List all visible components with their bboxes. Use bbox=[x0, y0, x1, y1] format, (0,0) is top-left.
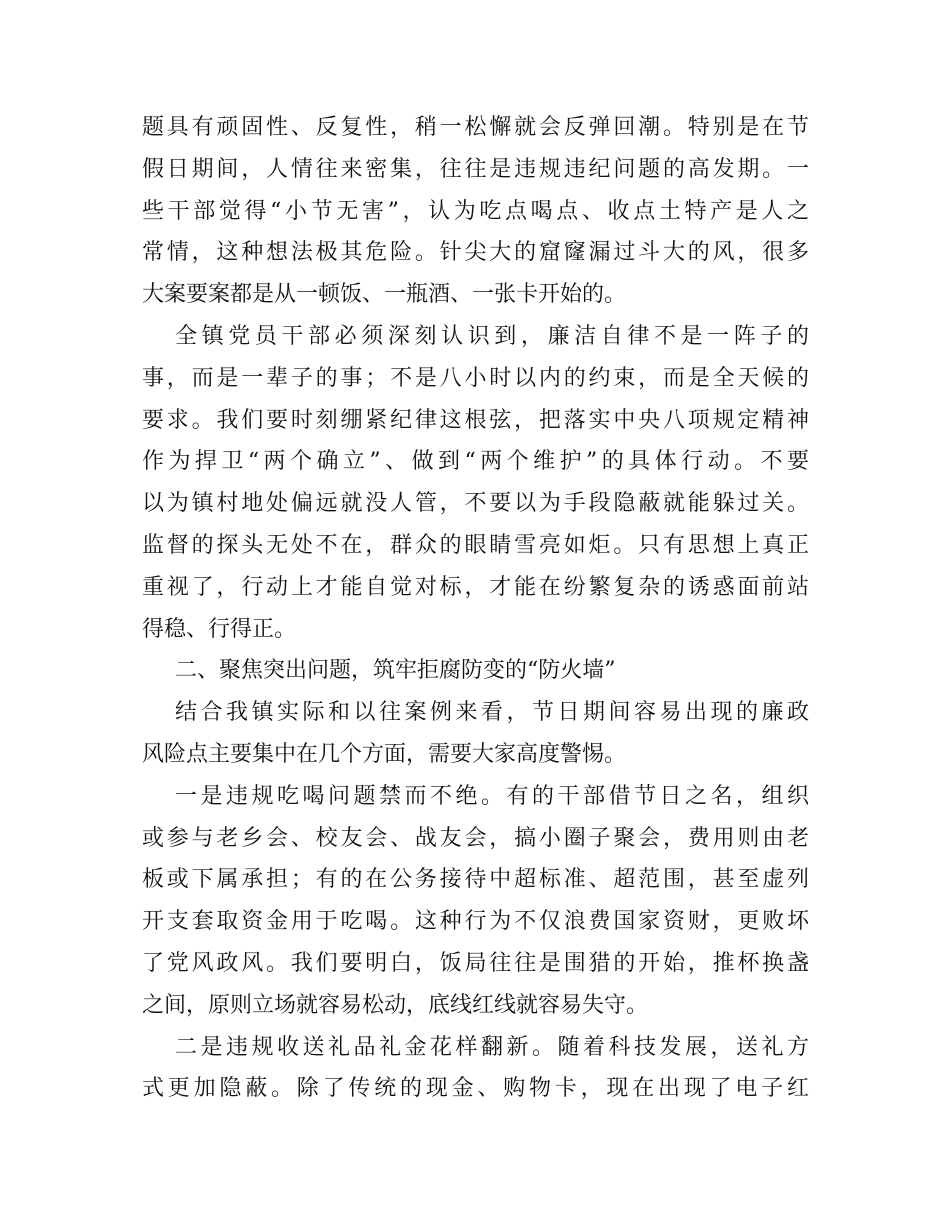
text-line: 假日期间，人情往来密集，往往是违规违纪问题的高发期。一 bbox=[142, 156, 809, 182]
text-line: 式更加隐蔽。除了传统的现金、购物卡，现在出现了电子红 bbox=[142, 1076, 809, 1102]
text-line: 以为镇村地处偏远就没人管，不要以为手段隐蔽就能躲过关。 bbox=[142, 491, 809, 517]
text-line: 要求。我们要时刻绷紧纪律这根弦，把落实中央八项规定精神 bbox=[142, 407, 809, 433]
paragraph bbox=[142, 1027, 809, 1111]
text-line: 大案要案都是从一顿饭、一瓶酒、一张卡开始的。 bbox=[142, 282, 627, 308]
text-line: 结合我镇实际和以往案例来看，节日期间容易出现的廉政 bbox=[175, 700, 809, 726]
text-line: 常情，这种想法极其危险。针尖大的窟窿漏过斗大的风，很多 bbox=[142, 240, 809, 266]
text-line: 二是违规收送礼品礼金花样翻新。随着科技发展，送礼方 bbox=[175, 1034, 809, 1060]
text-line: 了党风政风。我们要明白，饭局往往是围猎的开始，推杯换盏 bbox=[142, 950, 809, 976]
paragraph bbox=[142, 776, 809, 1027]
paragraph bbox=[142, 107, 809, 316]
text-line: 作为捍卫“两个确立”、做到“两个维护”的具体行动。不要 bbox=[142, 449, 809, 475]
text-line: 或参与老乡会、校友会、战友会，搞小圈子聚会，费用则由老 bbox=[142, 825, 809, 851]
document-body bbox=[142, 107, 809, 1110]
text-line: 些干部觉得“小节无害”，认为吃点喝点、收点土特产是人之 bbox=[142, 198, 809, 224]
text-line: 风险点主要集中在几个方面，需要大家高度警惕。 bbox=[142, 741, 627, 767]
text-line: 开支套取资金用于吃喝。这种行为不仅浪费国家资财，更败坏 bbox=[142, 909, 809, 935]
text-line: 之间，原则立场就容易松动，底线红线就容易失守。 bbox=[142, 992, 649, 1018]
section-heading bbox=[142, 650, 809, 692]
text-line: 二、聚焦突出问题，筑牢拒腐防变的“防火墙” bbox=[175, 658, 616, 684]
text-line: 板或下属承担；有的在公务接待中超标准、超范围，甚至虚列 bbox=[142, 867, 809, 893]
text-line: 监督的探头无处不在，群众的眼睛雪亮如炬。只有思想上真正 bbox=[142, 532, 809, 558]
text-line: 题具有顽固性、反复性，稍一松懈就会反弹回潮。特别是在节 bbox=[142, 115, 809, 140]
text-line: 全镇党员干部必须深刻认识到，廉洁自律不是一阵子的 bbox=[175, 323, 809, 349]
paragraph bbox=[142, 316, 809, 650]
paragraph bbox=[142, 692, 809, 776]
text-line: 一是违规吃喝问题禁而不绝。有的干部借节日之名，组织 bbox=[175, 783, 809, 809]
text-line: 事，而是一辈子的事；不是八小时以内的约束，而是全天候的 bbox=[142, 365, 809, 391]
text-line: 得稳、行得正。 bbox=[142, 616, 297, 642]
text-line: 重视了，行动上才能自觉对标，才能在纷繁复杂的诱惑面前站 bbox=[142, 574, 809, 600]
